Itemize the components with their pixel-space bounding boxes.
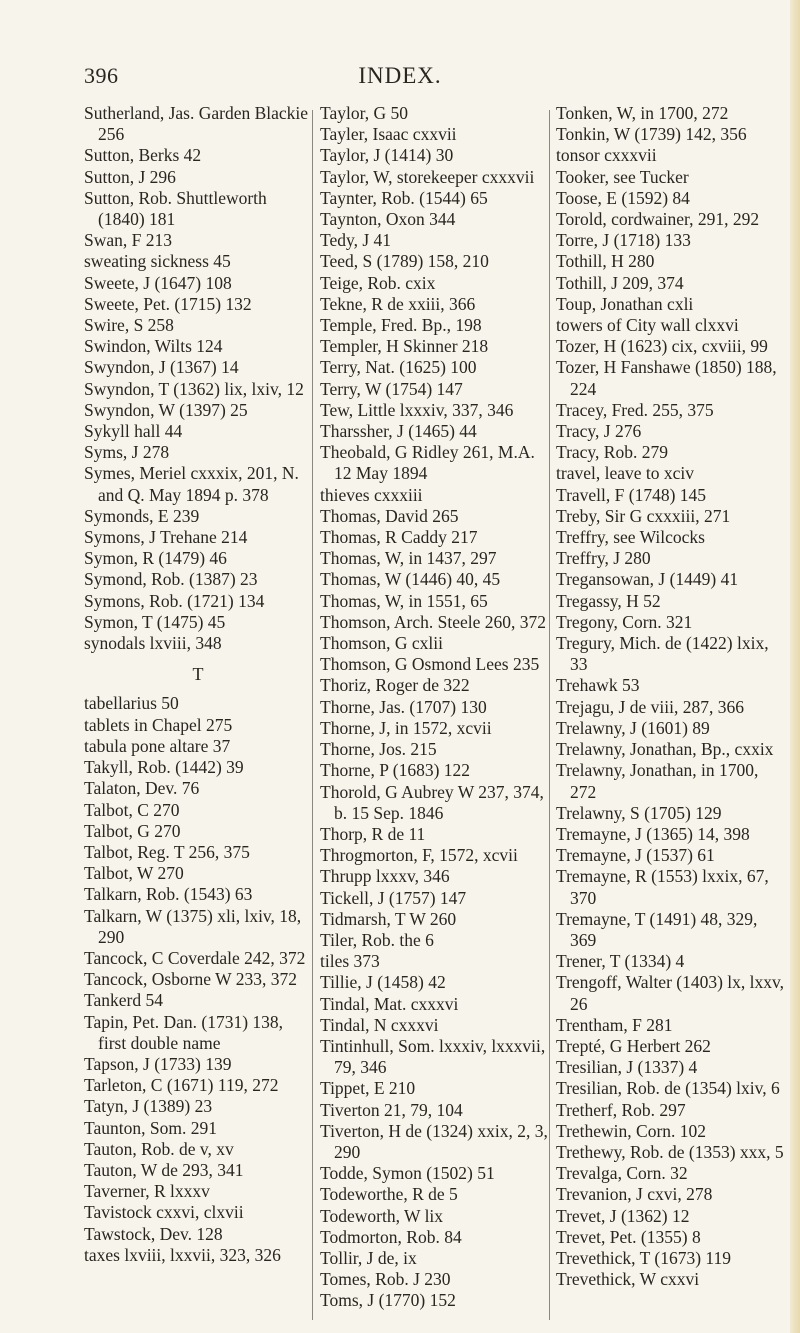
index-entry: Talkarn, Rob. (1543) 63 [84, 884, 253, 905]
index-entry: Swan, F 213 [84, 230, 172, 251]
index-entry: taxes lxviii, lxxvii, 323, 326 [84, 1244, 281, 1265]
index-entry: Thomas, R Caddy 217 [320, 527, 478, 548]
index-entry: Tothill, J 209, 374 [556, 272, 684, 293]
index-entry: Tarleton, C (1671) 119, 272 [84, 1075, 279, 1096]
index-entry: Temple, Fred. Bp., 198 [320, 315, 482, 336]
entries-s [84, 103, 312, 654]
index-entry: Templer, H Skinner 218 [320, 336, 489, 357]
index-entry: Talaton, Dev. 76 [84, 778, 200, 799]
index-entry: Trethewin, Corn. 102 [556, 1120, 707, 1141]
index-entry: Trevet, Pet. (1355) 8 [556, 1226, 701, 1247]
index-entry: Trevethick, W cxxvi [556, 1269, 700, 1290]
index-entry: Tremayne, J (1537) 61 [556, 845, 715, 866]
index-entry: Terry, Nat. (1625) 100 [320, 357, 477, 378]
index-entry: Treby, Sir G cxxxiii, 271 [556, 505, 731, 526]
index-entry: Tomes, Rob. J 230 [320, 1269, 451, 1290]
index-entry: Thoriz, Roger de 322 [320, 675, 470, 696]
index-entry: Thomas, W (1446) 40, 45 [320, 569, 501, 590]
index-entry: Tonkin, W (1739) 142, 356 [556, 124, 747, 145]
page-number: 396 [84, 63, 119, 88]
index-entry: Teed, S (1789) 158, 210 [320, 251, 489, 272]
index-entry: Sweete, Pet. (1715) 132 [84, 293, 252, 314]
index-entry: Torold, cordwainer, 291, 292 [556, 209, 760, 230]
index-entry: Tickell, J (1757) 147 [320, 887, 467, 908]
index-entry: Toose, E (1592) 84 [556, 187, 690, 208]
index-entry: Treffry, J 280 [556, 548, 651, 569]
index-entry: Tapson, J (1733) 139 [84, 1053, 232, 1074]
index-entry: Swyndon, T (1362) lix, lxiv, 12 [84, 378, 304, 399]
page-edge [790, 0, 800, 1333]
index-entry: Thomas, W, in 1551, 65 [320, 590, 488, 611]
index-entry: Todmorton, Rob. 84 [320, 1226, 462, 1247]
index-entry: Taylor, G 50 [320, 103, 408, 123]
index-entry: Sutherland, Jas. Garden Blackie 256 [84, 103, 309, 145]
index-entry: tablets in Chapel 275 [84, 714, 233, 735]
index-entry: towers of City wall clxxvi [556, 315, 739, 336]
index-entry: Takyll, Rob. (1442) 39 [84, 757, 244, 778]
index-entry: Taunton, Som. 291 [84, 1117, 217, 1138]
index-entry: Taynter, Rob. (1544) 65 [320, 187, 488, 208]
index-entry: Tauton, W de 293, 341 [84, 1159, 244, 1180]
index-entry: Tollir, J de, ix [320, 1247, 417, 1268]
index-entry: Tippet, E 210 [320, 1078, 416, 1099]
index-entry: thieves cxxxiii [320, 484, 423, 505]
index-entry: Theobald, G Ridley 261, M.A. 12 May 1894 [320, 442, 535, 484]
index-entry: Todeworth, W lix [320, 1205, 444, 1226]
index-entry: Thorne, Jas. (1707) 130 [320, 696, 487, 717]
index-entry: Tracy, J 276 [556, 421, 642, 442]
index-entry: Thrupp lxxxv, 346 [320, 866, 450, 887]
index-entry: Trevanion, J cxvi, 278 [556, 1184, 713, 1205]
index-entry: Sweete, J (1647) 108 [84, 272, 232, 293]
index-entry: Tintinhull, Som. lxxxiv, lxxxvii, 79, 346 [320, 1035, 546, 1078]
index-entry: Tregassy, H 52 [556, 590, 661, 611]
index-entry: Thorne, Jos. 215 [320, 739, 437, 760]
index-entry: Trelawny, J (1601) 89 [556, 717, 710, 738]
index-entry: Tharssher, J (1465) 44 [320, 421, 477, 442]
index-entry: Tiverton, H de (1324) xxix, 2, 3, 290 [320, 1120, 548, 1162]
index-entry: Sutton, J 296 [84, 166, 176, 187]
index-entry: Trevet, J (1362) 12 [556, 1205, 690, 1226]
index-entry: Symon, T (1475) 45 [84, 611, 226, 632]
index-entry: Toup, Jonathan cxli [556, 293, 694, 314]
index-entry: Tillie, J (1458) 42 [320, 972, 446, 993]
index-entry: Tonken, W, in 1700, 272 [556, 103, 729, 123]
index-entry: Taylor, J (1414) 30 [320, 145, 454, 166]
index-entry: Swyndon, J (1367) 14 [84, 357, 239, 378]
index-entry: Trepté, G Herbert 262 [556, 1035, 711, 1056]
index-entry: Tankerd 54 [84, 990, 163, 1011]
running-head: INDEX. [358, 63, 442, 88]
index-entry: Tancock, Osborne W 233, 372 [84, 969, 297, 990]
index-entry: Tozer, H Fanshawe (1850) 188, 224 [556, 357, 777, 399]
index-entry: Thorne, J, in 1572, xcvii [320, 717, 492, 738]
index-entry: Trelawny, Jonathan, Bp., cxxix [556, 739, 774, 760]
index-entry: Tawstock, Dev. 128 [84, 1223, 223, 1244]
index-entry: Symes, Meriel cxxxix, 201, N. and Q. May 1894 p. 378 [84, 463, 299, 505]
index-entry: Tauton, Rob. de v, xv [84, 1138, 234, 1159]
index-entry: Swire, S 258 [84, 315, 174, 336]
index-entry: Trehawk 53 [556, 675, 640, 696]
index-entry: Symons, J Trehane 214 [84, 527, 248, 548]
index-entry: Trener, T (1334) 4 [556, 951, 685, 972]
index-entry: Treffry, see Wilcocks [556, 527, 705, 548]
index-entry: Sutton, Rob. Shuttleworth (1840) 181 [84, 187, 267, 230]
index-entry: Taynton, Oxon 344 [320, 209, 456, 230]
index-entry: Tresilian, J (1337) 4 [556, 1057, 698, 1078]
index-entry: Tavistock cxxvi, clxvii [84, 1202, 244, 1223]
index-entry: Terry, W (1754) 147 [320, 378, 463, 399]
index-entry: sweating sickness 45 [84, 251, 231, 272]
index-entry: Taylor, W, storekeeper cxxxvii [320, 166, 535, 187]
entries-t [84, 693, 312, 1265]
index-entry: Tothill, H 280 [556, 251, 655, 272]
index-entry: Throgmorton, F, 1572, xcvii [320, 845, 518, 866]
index-entry: tonsor cxxxvii [556, 145, 657, 166]
index-entry: Trengoff, Walter (1403) lx, lxxv, 26 [556, 972, 785, 1014]
index-entry: travel, leave to xciv [556, 463, 694, 484]
index-entry: Trevalga, Corn. 32 [556, 1163, 688, 1184]
index-column-3 [556, 103, 784, 1290]
index-entry: Trevethick, T (1673) 119 [556, 1247, 731, 1268]
index-entry: Tretherf, Rob. 297 [556, 1099, 686, 1120]
index-entry: Tatyn, J (1389) 23 [84, 1096, 213, 1117]
section-letter-heading: T [192, 664, 204, 685]
column-divider-right [549, 110, 550, 1320]
index-entry: Tozer, H (1623) cix, cxviii, 99 [556, 336, 768, 357]
index-entry: Todeworthe, R de 5 [320, 1184, 458, 1205]
index-entry: Tooker, see Tucker [556, 166, 689, 187]
index-entry: tabellarius 50 [84, 693, 179, 714]
index-entry: Trelawny, S (1705) 129 [556, 802, 722, 823]
index-entry: Tekne, R de xxiii, 366 [320, 293, 476, 314]
index-entry: Swyndon, W (1397) 25 [84, 399, 248, 420]
index-entry: Tremayne, R (1553) lxxix, 67, 370 [556, 866, 769, 908]
index-entry: Thomas, W, in 1437, 297 [320, 548, 497, 569]
index-entry: Teige, Rob. cxix [320, 272, 436, 293]
index-entry: Talkarn, W (1375) xli, lxiv, 18, 290 [84, 905, 302, 947]
index-entry: Tiler, Rob. the 6 [320, 929, 434, 950]
index-entry: Sutton, Berks 42 [84, 145, 202, 166]
index-entry: Tregony, Corn. 321 [556, 611, 693, 632]
index-entry: Talbot, Reg. T 256, 375 [84, 841, 250, 862]
index-column-1 [84, 103, 312, 1266]
index-entry: Tayler, Isaac cxxvii [320, 124, 457, 145]
index-entry: Tancock, C Coverdale 242, 372 [84, 947, 306, 968]
index-entry: tiles 373 [320, 951, 380, 972]
index-entry: Talbot, C 270 [84, 799, 180, 820]
index-entry: synodals lxviii, 348 [84, 633, 222, 654]
index-entry: Thomson, G Osmond Lees 235 [320, 654, 540, 675]
index-entry: Tresilian, Rob. de (1354) lxiv, 6 [556, 1078, 780, 1099]
index-entry: Trejagu, J de viii, 287, 366 [556, 696, 744, 717]
index-entry: Tew, Little lxxxiv, 337, 346 [320, 399, 514, 420]
index-entry: Tregury, Mich. de (1422) lxix, 33 [556, 633, 769, 675]
index-entry: Symonds, E 239 [84, 505, 200, 526]
index-entry: Tidmarsh, T W 260 [320, 908, 457, 929]
column-divider-left [312, 110, 313, 1320]
index-entry: Tapin, Pet. Dan. (1731) 138, first double name [84, 1011, 284, 1053]
index-entry: Thorold, G Aubrey W 237, 374, b. 15 Sep. 1846 [320, 781, 544, 823]
index-entry: Tregansowan, J (1449) 41 [556, 569, 739, 590]
index-entry: Trentham, F 281 [556, 1014, 673, 1035]
index-entry: Symon, R (1479) 46 [84, 548, 227, 569]
index-entry: Thomas, David 265 [320, 505, 459, 526]
index-entry: Thorne, P (1683) 122 [320, 760, 471, 781]
index-entry: Thorp, R de 11 [320, 823, 426, 844]
index-entry: Tedy, J 41 [320, 230, 392, 251]
index-entry: Symond, Rob. (1387) 23 [84, 569, 258, 590]
index-entry: Tracy, Rob. 279 [556, 442, 668, 463]
index-entry: Tindal, N cxxxvi [320, 1014, 439, 1035]
index-entry: Thomson, Arch. Steele 260, 372 [320, 611, 547, 632]
index-entry: Tracey, Fred. 255, 375 [556, 399, 714, 420]
index-column-2 [320, 103, 548, 1312]
index-entry: Tiverton 21, 79, 104 [320, 1099, 463, 1120]
index-entry: Sykyll hall 44 [84, 421, 183, 442]
index-entry: Taverner, R lxxxv [84, 1181, 210, 1202]
index-entry: Symons, Rob. (1721) 134 [84, 590, 265, 611]
index-entry: tabula pone altare 37 [84, 735, 231, 756]
index-entry: Toms, J (1770) 152 [320, 1290, 456, 1311]
index-entry: Tindal, Mat. cxxxvi [320, 993, 459, 1014]
index-entry: Tremayne, T (1491) 48, 329, 369 [556, 908, 758, 950]
index-entry: Syms, J 278 [84, 442, 170, 463]
index-entry: Trelawny, Jonathan, in 1700, 272 [556, 760, 759, 802]
index-entry: Torre, J (1718) 133 [556, 230, 691, 251]
index-entry: Tremayne, J (1365) 14, 398 [556, 823, 750, 844]
index-entry: Swindon, Wilts 124 [84, 336, 223, 357]
index-entry: Talbot, W 270 [84, 863, 184, 884]
index-entry: Todde, Symon (1502) 51 [320, 1163, 495, 1184]
index-entry: Thomson, G cxlii [320, 633, 443, 654]
index-entry: Trethewy, Rob. de (1353) xxx, 5 [556, 1141, 784, 1162]
index-entry: Travell, F (1748) 145 [556, 484, 707, 505]
index-entry: Talbot, G 270 [84, 820, 181, 841]
